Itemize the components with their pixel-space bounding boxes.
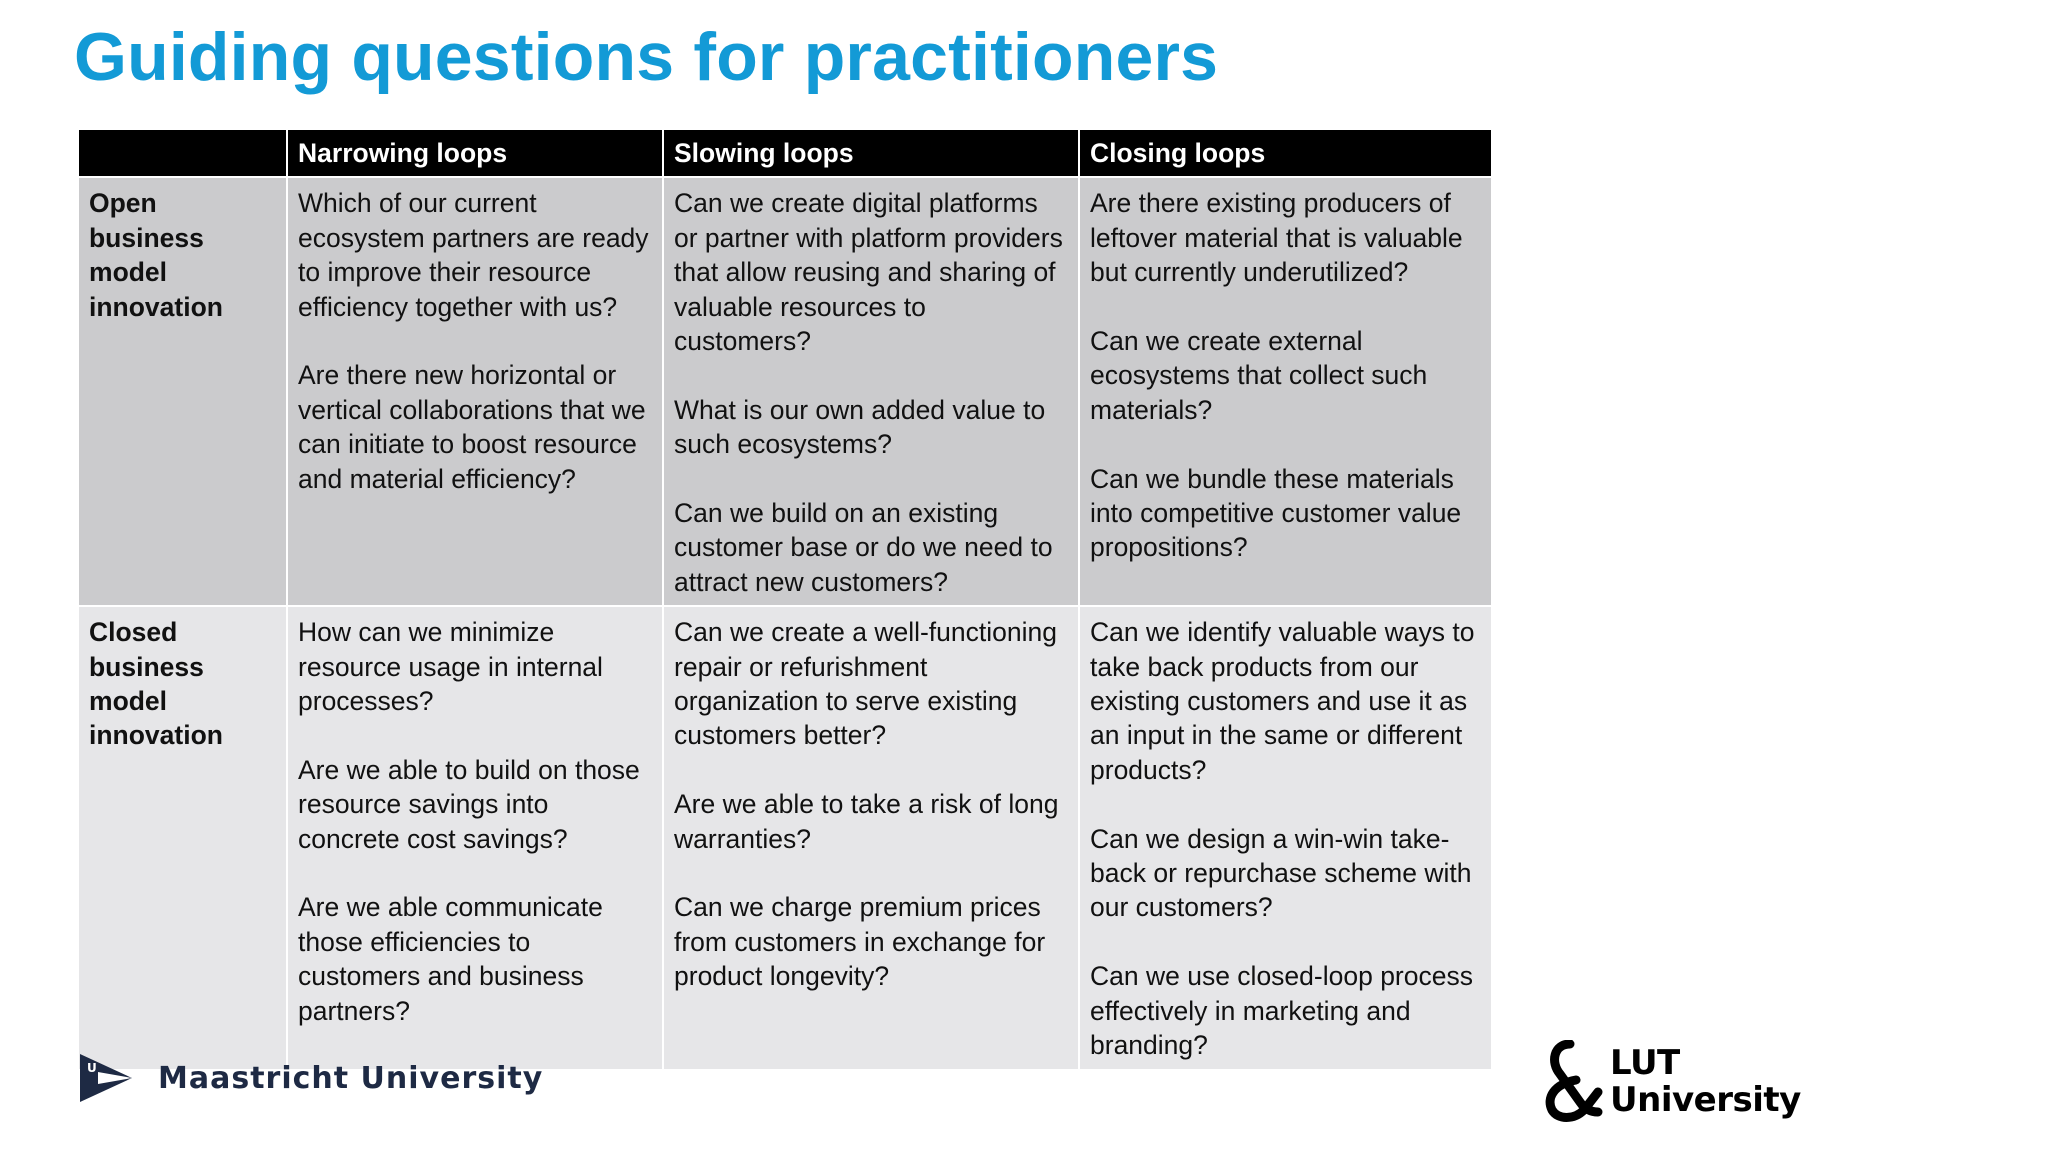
question-text: Can we create external ecosystems that collect such materials? <box>1090 326 1428 425</box>
row-label-open-bmi: Open business model innovation <box>78 177 287 606</box>
question-text: Are we able to build on those resource savings into concrete cost savings? <box>298 754 640 854</box>
cell-open-narrowing <box>287 177 663 606</box>
question-text: Can we use closed-loop process effectively in marketing and branding? <box>1090 961 1473 1061</box>
lut-university-logo <box>1540 1040 1801 1124</box>
cell-open-slowing <box>663 177 1079 606</box>
guiding-questions-table <box>77 128 1493 1071</box>
question-text: What is our own added value to such ecosystems? <box>674 394 1046 460</box>
maastricht-university-text: Maastricht University <box>158 1060 544 1096</box>
question-text: How can we minimize resource usage in internal processes? <box>298 617 603 717</box>
question-text: Can we design a win-win take-back or repurchase scheme with our customers? <box>1090 823 1472 923</box>
question-text: Can we create a well-functioning repair or refurishment organization to serve existing customers better? <box>674 617 1057 751</box>
question-text: Can we charge premium prices from customers in exchange for product longevity? <box>674 892 1046 992</box>
table-row-closed-bmi <box>78 606 1492 1069</box>
lut-text-line1: LUT <box>1610 1043 1680 1083</box>
header-narrowing-loops: Narrowing loops <box>287 129 663 177</box>
question-text: Can we create digital platforms or partner with platform providers that allow reusing and sharing of valuable resources to customers? <box>674 188 1063 357</box>
svg-text:U: U <box>87 1061 97 1075</box>
ampersand-logo-icon <box>1540 1040 1604 1124</box>
header-slowing-loops: Slowing loops <box>663 129 1079 177</box>
question-text: Are we able to take a risk of long warranties? <box>674 789 1059 854</box>
maastricht-university-logo <box>78 1052 543 1104</box>
header-corner-cell <box>78 129 287 177</box>
question-text: Can we build on an existing customer base or do we need to attract new customers? <box>674 498 1053 597</box>
lut-text-line2: University <box>1610 1080 1801 1120</box>
cell-closed-narrowing <box>287 606 663 1069</box>
lut-university-text <box>1610 1045 1801 1119</box>
svg-text:M: M <box>105 1088 116 1101</box>
question-text: Can we bundle these materials into competitive customer value propositions? <box>1090 463 1462 563</box>
question-text: Which of our current ecosystem partners are ready to improve their resource efficiency together with us? <box>298 188 649 322</box>
slide-title: Guiding questions for practitioners <box>74 19 1219 95</box>
question-text: Are there existing producers of leftover material that is valuable but currently underutilized? <box>1090 188 1463 288</box>
table-row-open-bmi <box>78 177 1492 606</box>
question-text: Are there new horizontal or vertical collaborations that we can initiate to boost resource and material efficiency? <box>298 360 646 494</box>
cell-open-closing <box>1079 177 1492 606</box>
cell-closed-slowing <box>663 606 1079 1069</box>
um-logo-icon <box>78 1052 134 1104</box>
question-text: Can we identify valuable ways to take back products from our existing customers and use it as an input in the same or different products? <box>1090 617 1475 785</box>
row-label-closed-bmi: Closed business model innovation <box>78 606 287 1069</box>
cell-closed-closing <box>1079 606 1492 1069</box>
question-text: Are we able communicate those efficiencies to customers and business partners? <box>298 892 603 1026</box>
table-header-row <box>78 129 1492 177</box>
header-closing-loops: Closing loops <box>1079 129 1492 177</box>
